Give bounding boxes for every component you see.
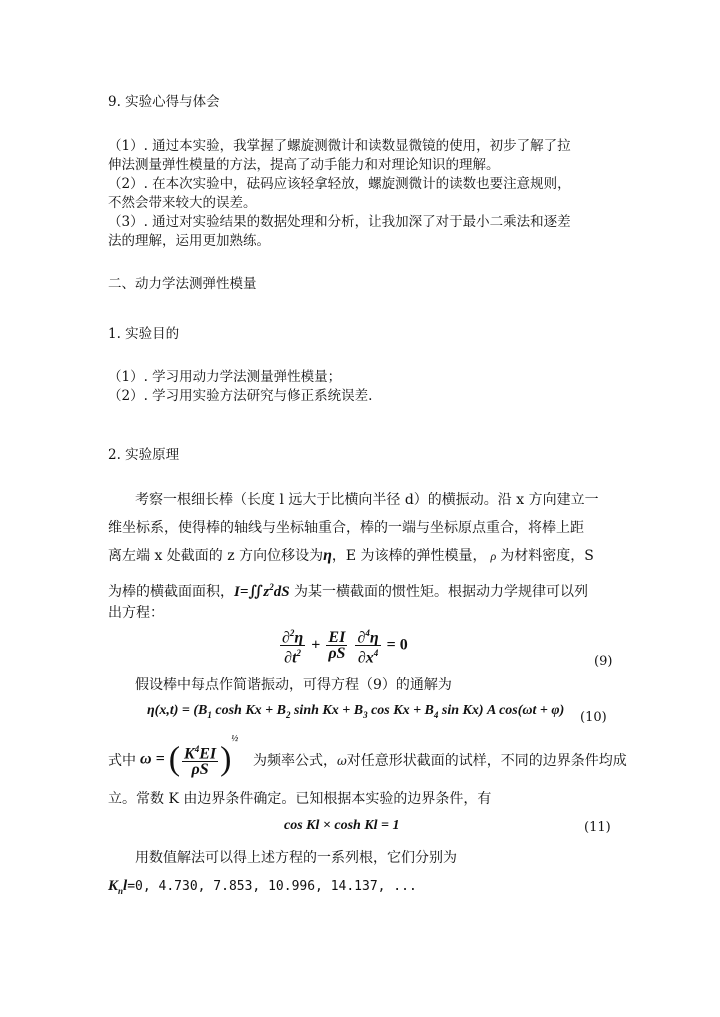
section-9-heading: 9. 实验心得与体会 — [108, 94, 220, 110]
p2-line: 假设棒中每点作简谐振动，可得方程（9）的通解为 — [135, 677, 452, 693]
p1-line4 — [108, 578, 588, 601]
p4-line: 用数值解法可以得上述方程的一系列根，它们分别为 — [135, 850, 457, 866]
s9-item-2-line2: 不然会带来较大的误差。 — [108, 195, 257, 211]
p3-c: 对任意形状截面的试样，不同的边界条件均成 — [346, 753, 627, 769]
eq9-number: (9) — [594, 654, 613, 669]
section-1-heading: 1. 实验目的 — [108, 326, 180, 342]
eq10-number: (10) — [580, 710, 607, 725]
inertia-formula: $I=∬z^2dS$ — [234, 582, 290, 600]
p3-line1-rest — [253, 752, 627, 770]
s9-item-3-line1: （3）. 通过对实验结果的数据处理和分析，让我加深了对于最小二乘法和逐差 — [108, 214, 571, 230]
p1-line3-c: 为材料密度，S — [500, 548, 594, 564]
equation-9: $\frac{\partial^2\eta}{\partial t^2}$ + $\frac{EI}{\rho S}$ $\frac{\partial^4\eta}{\partial x^4}$ = 0 — [282, 628, 408, 667]
p1-line3 — [108, 547, 594, 565]
p3-line2: 立。常数 K 由边界条件确定。已知根据本实验的边界条件，有 — [108, 791, 492, 807]
roots-line — [108, 877, 417, 900]
p1-line3-b: ，E 为该棒的弹性模量， — [331, 548, 487, 564]
s9-item-1-line1: （1）. 通过本实验，我掌握了螺旋测微计和读数显微镜的使用，初步了解了拉 — [108, 138, 571, 154]
p3-line1 — [108, 752, 136, 770]
p1-line2: 维坐标系，使得棒的轴线与坐标轴重合，棒的一端与坐标原点重合，将棒上距 — [108, 520, 584, 536]
s9-item-1-line2: 伸法测量弹性模量的方法，提高了动手能力和对理论知识的理解。 — [108, 157, 500, 173]
p1-line5: 出方程： — [108, 605, 164, 621]
roots-values: =0, 4.730, 7.853, 10.996, 14.137, ... — [127, 879, 417, 894]
frequency-formula: ω = ( $\frac{K^4EI}{\rho S}$ )$^{\frac{1}{2}}$ — [140, 733, 239, 778]
omega-symbol: ω — [337, 754, 347, 768]
rho-symbol: ρ — [490, 549, 497, 563]
s1-item-2: （2）. 学习用实验方法研究与修正系统误差. — [108, 388, 373, 404]
part-2-heading: 二、动力学法测弹性模量 — [108, 276, 257, 292]
p1-line4-b: 为某一横截面的惯性矩。根据动力学规律可以列 — [294, 584, 589, 600]
equation-10: $\eta(x,t) = (B_1$ $\cosh Kx + B_2$ $\sinh Kx + B_3$ $\cos Kx + B_4$ sin Kx) A cos(ωt + φ) — [147, 703, 565, 720]
p3-a: 式中 — [108, 753, 136, 769]
equation-11: cos Kl × cosh Kl = 1 — [284, 818, 400, 833]
eq11-number: (11) — [584, 820, 611, 835]
s9-item-2-line1: （2）. 在本次实验中，砝码应该轻拿轻放，螺旋测微计的读数也要注意规则， — [108, 176, 571, 192]
p1-line4-a: 为棒的横截面面积， — [108, 584, 234, 600]
knl-symbol: $K_nl$ — [108, 878, 128, 896]
p1-line3-a: 离左端 x 处截面的 z 方向位移设为 — [108, 548, 324, 564]
section-2-heading: 2. 实验原理 — [108, 447, 180, 463]
eta-symbol: η — [323, 547, 332, 564]
s9-item-3-line2: 法的理解，运用更加熟练。 — [108, 233, 270, 249]
s1-item-1: （1）. 学习用动力学法测量弹性模量； — [108, 369, 342, 385]
p1-line1: 考察一根细长棒（长度 l 远大于比横向半径 d）的横振动。沿 x 方向建立一 — [135, 492, 599, 508]
p3-b: 为频率公式， — [253, 753, 337, 769]
